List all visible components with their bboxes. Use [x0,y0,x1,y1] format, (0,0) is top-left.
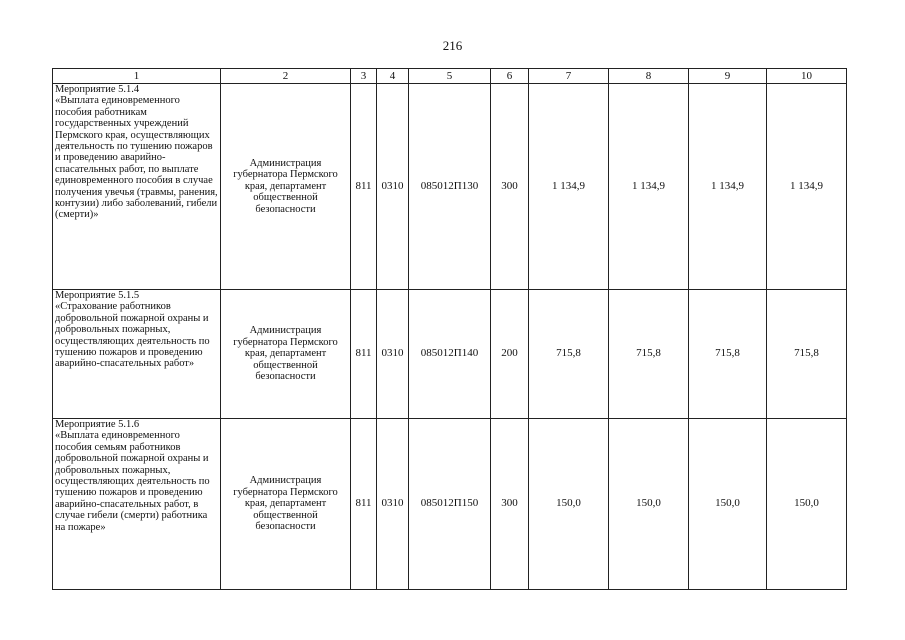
column-header: 6 [491,69,529,84]
column-header: 8 [609,69,689,84]
amount-cell: 715,8 [529,290,609,419]
amount-cell: 1 134,9 [689,84,767,290]
measure-description: «Страхование работников добровольной пожарной охраны и добровольных пожарных, осуществляющих деятельность по тушению пожаров и проведению аварийно-спасательных работ» [55,301,210,370]
amount-cell: 1 134,9 [767,84,847,290]
column-header: 1 [53,69,221,84]
section-code-cell: 0310 [377,290,409,419]
amount-cell: 715,8 [767,290,847,419]
section-code-cell: 0310 [377,419,409,590]
amount-cell: 1 134,9 [529,84,609,290]
ministry-code-cell: 811 [351,84,377,290]
measure-name-cell [53,419,221,590]
table-row [53,290,847,419]
target-article-cell: 085012П140 [409,290,491,419]
executor-cell: Администрация губернатора Пермского края, департамент общественной безопасности [221,290,351,419]
amount-cell: 150,0 [767,419,847,590]
table-row [53,84,847,290]
section-code-cell: 0310 [377,84,409,290]
expense-type-cell: 300 [491,84,529,290]
amount-cell: 150,0 [609,419,689,590]
measure-title: Мероприятие 5.1.5 [55,290,140,301]
table-header-row [53,69,847,84]
column-header: 3 [351,69,377,84]
budget-table [52,68,847,590]
column-header: 5 [409,69,491,84]
measure-title: Мероприятие 5.1.6 [55,419,140,430]
measure-title: Мероприятие 5.1.4 [55,84,140,95]
executor-cell: Администрация губернатора Пермского края, департамент общественной безопасности [221,84,351,290]
amount-cell: 1 134,9 [609,84,689,290]
measure-description: «Выплата единовременного пособия работникам государственных учреждений Пермского края, осуществляющих деятельность по тушению пожаров и проведению аварийно-спасательных работ, по выплате единовременного пособия в случае получения увечья (травмы, ранения, контузии) либо заболеваний, гибели (смерти)» [55,95,218,221]
measure-name-cell [53,84,221,290]
target-article-cell: 085012П150 [409,419,491,590]
target-article-cell: 085012П130 [409,84,491,290]
page-number: 216 [442,38,463,53]
amount-cell: 715,8 [609,290,689,419]
amount-cell: 150,0 [689,419,767,590]
column-header: 4 [377,69,409,84]
amount-cell: 715,8 [689,290,767,419]
table-row [53,419,847,590]
ministry-code-cell: 811 [351,419,377,590]
ministry-code-cell: 811 [351,290,377,419]
column-header: 2 [221,69,351,84]
column-header: 10 [767,69,847,84]
measure-description: «Выплата единовременного пособия семьям работников добровольной пожарной охраны и добровольных пожарных, осуществляющих деятельность по тушению пожаров и проведению аварийно-спасательных работ, в случае гибели (смерти) работника на пожаре» [55,430,210,533]
column-header: 7 [529,69,609,84]
expense-type-cell: 200 [491,290,529,419]
amount-cell: 150,0 [529,419,609,590]
column-header: 9 [689,69,767,84]
expense-type-cell: 300 [491,419,529,590]
measure-name-cell [53,290,221,419]
executor-cell: Администрация губернатора Пермского края, департамент общественной безопасности [221,419,351,590]
